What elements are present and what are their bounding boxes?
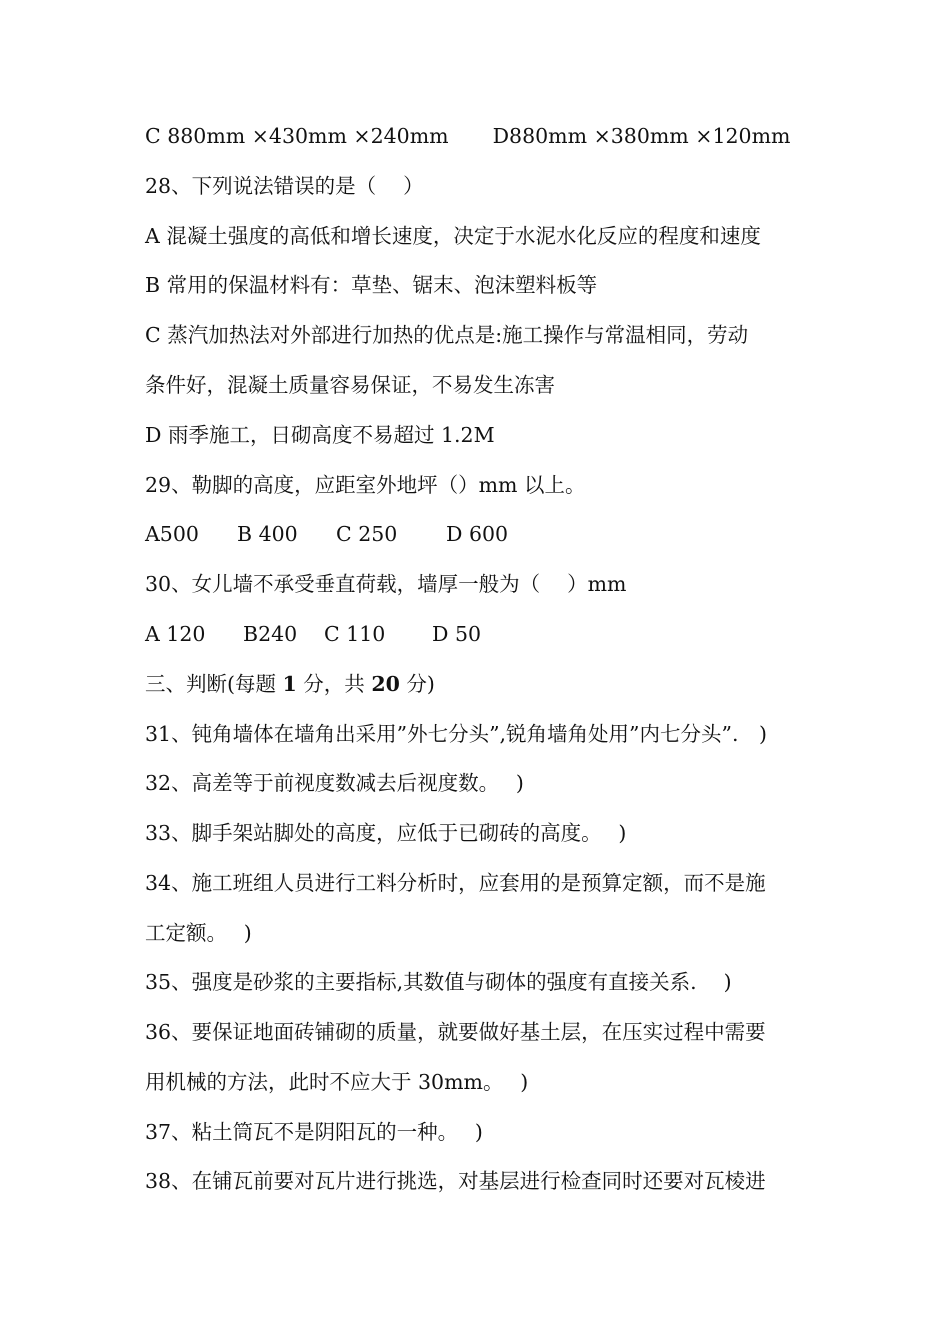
q30-option-c: C 110 — [324, 622, 386, 646]
q27-options-line — [145, 121, 825, 151]
q28-option-d: D 雨季施工，日砌高度不易超过 1.2M — [145, 423, 495, 447]
q30-options — [145, 619, 825, 649]
q28-option-a: A 混凝土强度的高低和增长速度，决定于水泥水化反应的程度和速度 — [145, 224, 761, 248]
q30-option-b: B240 — [243, 622, 298, 646]
q29-option-a: A500 — [145, 522, 199, 546]
q28-option-c-line1: C 蒸汽加热法对外部进行加热的优点是:施工操作与常温相同，劳动 — [145, 323, 749, 347]
q29-options — [145, 519, 825, 549]
q29-option-b: B 400 — [237, 522, 298, 546]
q36-line1: 36、要保证地面砖铺砌的质量，就要做好基土层，在压实过程中需要 — [145, 1020, 766, 1044]
q30-option-d: D 50 — [432, 622, 482, 646]
q31: 31、钝角墙体在墙角出采用”外七分头”,锐角墙角处用”内七分头”. ) — [145, 722, 768, 746]
q28-stem: 28、下列说法错误的是（ ） — [145, 174, 424, 198]
q29-option-c: C 250 — [336, 522, 398, 546]
q36-line2: 用机械的方法，此时不应大于 30mm。 ) — [145, 1070, 529, 1094]
q37: 37、粘土筒瓦不是阴阳瓦的一种。 ) — [145, 1120, 483, 1144]
q29-stem: 29、勒脚的高度，应距室外地坪（）mm 以上。 — [145, 473, 586, 497]
q30-stem: 30、女儿墙不承受垂直荷载，墙厚一般为（ ）mm — [145, 572, 627, 596]
q38-line1: 38、在铺瓦前要对瓦片进行挑选，对基层进行检查同时还要对瓦棱进 — [145, 1169, 766, 1193]
q29-option-d: D 600 — [446, 522, 509, 546]
q28-option-b: B 常用的保温材料有：草垫、锯末、泡沫塑料板等 — [145, 273, 598, 297]
q27-option-c: C 880mm ×430mm ×240mm — [145, 124, 449, 148]
q34-line2: 工定额。 ) — [145, 921, 252, 945]
q33: 33、脚手架站脚处的高度，应低于已砌砖的高度。 ) — [145, 821, 627, 845]
q32: 32、高差等于前视度数减去后视度数。 ) — [145, 771, 524, 795]
q35: 35、强度是砂浆的主要指标,其数值与砌体的强度有直接关系. ) — [145, 970, 732, 994]
q28-option-c-line2: 条件好，混凝土质量容易保证，不易发生冻害 — [145, 373, 555, 397]
q27-option-d: D880mm ×380mm ×120mm — [492, 124, 791, 148]
q30-option-a: A 120 — [145, 622, 206, 646]
q34-line1: 34、施工班组人员进行工料分析时，应套用的是预算定额，而不是施 — [145, 871, 766, 895]
section-3-heading: 三、判断(每题 1 分，共 20 分) — [145, 672, 435, 696]
